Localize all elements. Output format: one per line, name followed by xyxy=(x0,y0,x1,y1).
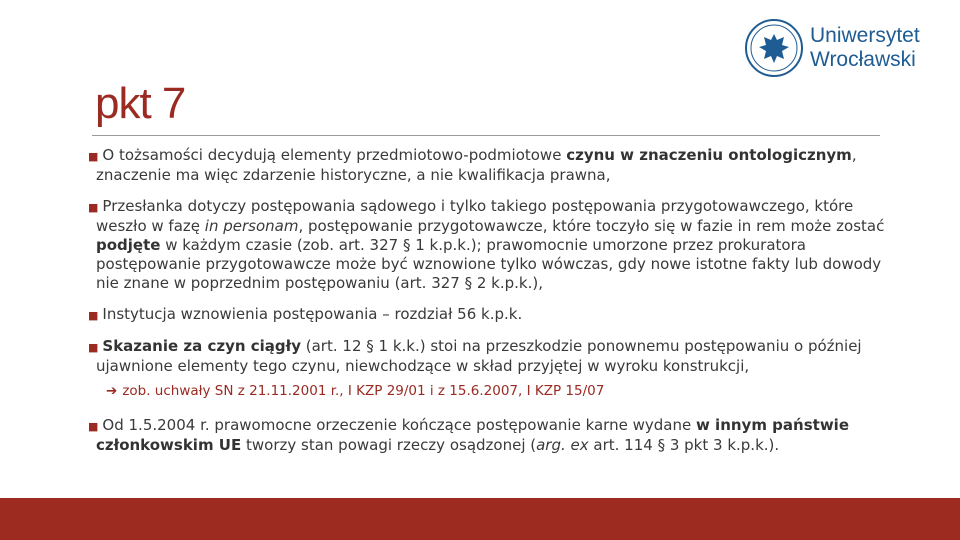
university-logo xyxy=(744,18,934,80)
university-name-line2: Wrocławski xyxy=(810,48,916,71)
bullet-text: Instytucja wznowienia postępowania – rozdział 56 k.p.k. xyxy=(102,305,523,323)
bullet-text: czynu w znaczeniu ontologicznym xyxy=(566,146,852,164)
square-bullet-icon: ■ xyxy=(88,201,99,214)
page-title: pkt 7 xyxy=(95,79,186,128)
sub-note xyxy=(106,382,908,400)
bullet-item xyxy=(88,337,908,376)
bullet-item xyxy=(88,146,908,185)
bullet-text: w każdym czasie (zob. art. 327 § 1 k.p.k.); prawomocnie umorzone przez prokuratora postępowanie przygotowawcze może być wznowione tylko wówczas, gdy nowe istotne fakty lub dowody nie znane w poprzednim postępowaniu (art. 327 § 2 k.p.k.), xyxy=(96,236,882,292)
university-name xyxy=(810,24,920,72)
sub-note-text: zob. uchwały SN z 21.11.2001 r., I KZP 29/01 i z 15.6.2007, I KZP 15/07 xyxy=(122,383,605,399)
bullet-text: Od 1.5.2004 r. prawomocne orzeczenie kończące postępowanie karne wydane xyxy=(102,416,696,434)
bullet-item xyxy=(88,305,908,325)
bullet-list xyxy=(88,146,908,467)
bullet-text: podjęte xyxy=(96,236,161,254)
square-bullet-icon: ■ xyxy=(88,150,99,163)
bullet-text: w innym państwie członkowskim UE xyxy=(96,416,849,454)
bullet-text: art. 114 § 3 pkt 3 k.p.k.). xyxy=(588,436,780,454)
bullet-text: tworzy stan powagi rzeczy osądzonej ( xyxy=(241,436,537,454)
bullet-text: Skazanie za czyn ciągły xyxy=(102,337,301,355)
university-eagle-seal-icon xyxy=(744,18,804,78)
bullet-item xyxy=(88,197,908,293)
arrow-right-icon: ➔ xyxy=(106,383,118,399)
square-bullet-icon: ■ xyxy=(88,420,99,433)
bullet-item xyxy=(88,416,908,455)
bullet-text: arg. ex xyxy=(536,436,589,454)
bullet-text: , znaczenie ma więc zdarzenie historyczne, a nie kwalifikacja prawna, xyxy=(96,146,857,184)
footer-bar xyxy=(0,498,960,540)
bullet-text: in personam xyxy=(204,217,299,235)
bullet-text: O tożsamości decydują elementy przedmiotowo-podmiotowe xyxy=(102,146,567,164)
bullet-text: , postępowanie przygotowawcze, które toczyło się w fazie in rem może zostać xyxy=(298,217,885,235)
title-divider xyxy=(92,135,880,136)
square-bullet-icon: ■ xyxy=(88,341,99,354)
bullet-text: Przesłanka dotyczy postępowania sądowego i tylko takiego postępowania przygotowawczego, które weszło w fazę xyxy=(96,197,854,235)
square-bullet-icon: ■ xyxy=(88,309,99,322)
bullet-text: (art. 12 § 1 k.k.) stoi na przeszkodzie ponownemu postępowaniu o później ujawnione elementy tego czynu, niewchodzące w skład przyjętej w wyroku konstrukcji, xyxy=(96,337,862,375)
university-name-line1: Uniwersytet xyxy=(810,24,920,47)
